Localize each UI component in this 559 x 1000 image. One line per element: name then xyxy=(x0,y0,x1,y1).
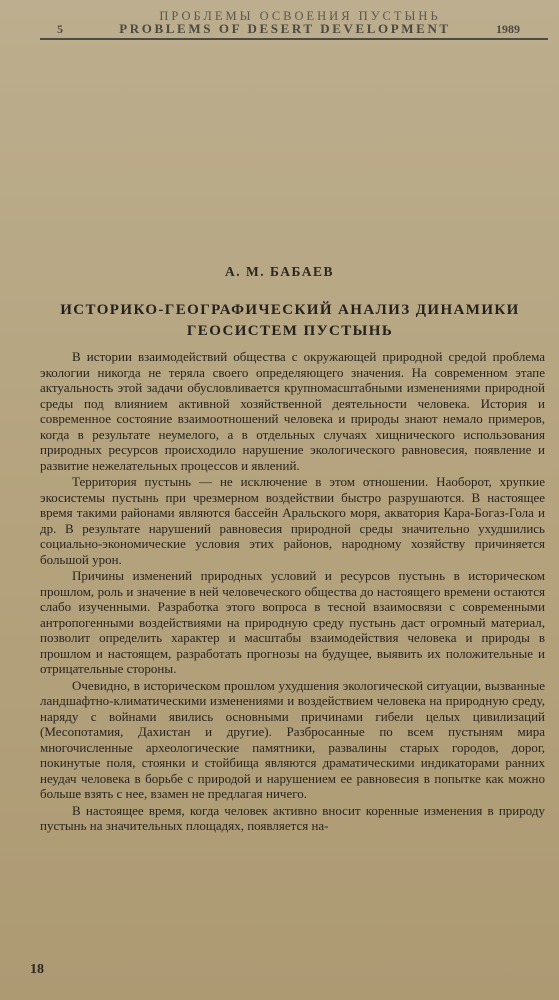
paragraph: В настоящее время, когда человек активно вносит коренные изменения в природу пустынь на значительных площадях, появляется на- xyxy=(40,802,545,833)
paragraph: Причины изменений природных условий и ресурсов пустынь в историческом прошлом, роль и значение в ней человеческого общества до настоящего времени остаются слабо изученными. Разработка этого вопроса в тесной взаимосвязи с современными антропогенными воздействиями на природную среду пустынь даст огромный материал, позволит определить характер и масштабы взаимодействия человека и природы в прошлом и настоящем, разработать прогнозы на будущее, выявить их положительные и отрицательные стороны. xyxy=(40,568,545,676)
article-title xyxy=(40,300,540,342)
header-rule xyxy=(40,38,548,40)
publication-year: 1989 xyxy=(496,22,520,36)
paragraph: Очевидно, в историческом прошлом ухудшения экологической ситуации, вызванные ландшафтно-климатическими изменениями и воздействием человека на природную среду, наряду с войнами явились основными причинами гибели целых цивилизаций (Месопотамия, Дахистан и другие). Разбросанные по всем пустыням мира многочисленные археологические памятники, развалины старых городов, дорог, покинутые поля, стоянки и стойбища являются драматическими индикаторами ранних неудач человека в борьбе с природой и нарушением ее равновесия в попытке как можно больше взять с нее, взамен не предлагая ничего. xyxy=(40,677,545,801)
article-body xyxy=(40,349,545,834)
article-author: А. М. БАБАЕВ xyxy=(225,264,334,279)
paragraph: Территория пустынь — не исключение в этом отношении. Наоборот, хрупкие экосистемы пустынь при чрезмерном воздействии быстро разрушаются. В настоящее время такими районами являются бассейн Аральского моря, акватория Кара-Богаз-Гола и др. В результате нарушений равновесия природной среды значительно ухудшились социально-экономические условия этих районов, народному хозяйству причиняется большой урон. xyxy=(40,474,545,567)
article-title-line: ИСТОРИКО-ГЕОГРАФИЧЕСКИЙ АНАЛИЗ ДИНАМИКИ xyxy=(60,302,520,318)
journal-title-ru: ПРОБЛЕМЫ ОСВОЕНИЯ ПУСТЫНЬ xyxy=(159,9,441,23)
journal-title-en: PROBLEMS OF DESERT DEVELOPMENT xyxy=(119,21,451,36)
paragraph: В истории взаимодействий общества с окружающей природной средой проблема экологии никогда не теряла своего определяющего значения. На современном этапе актуальность этой задачи обусловливается крупномасштабными изменениями природной среды под влиянием активной хозяйственной деятельности человека. История и современное состояние взаимоотношений человека и природы знают немало примеров, когда в результате неумелого, а в отдельных случаях хищнического использования природных ресурсов происходило нарушение экологического равновесия, появление и развитие нежелательных процессов и явлений. xyxy=(40,349,545,473)
page-number: 18 xyxy=(30,962,44,977)
article-title-line: ГЕОСИСТЕМ ПУСТЫНЬ xyxy=(186,323,394,339)
issue-number: 5 xyxy=(57,22,63,36)
